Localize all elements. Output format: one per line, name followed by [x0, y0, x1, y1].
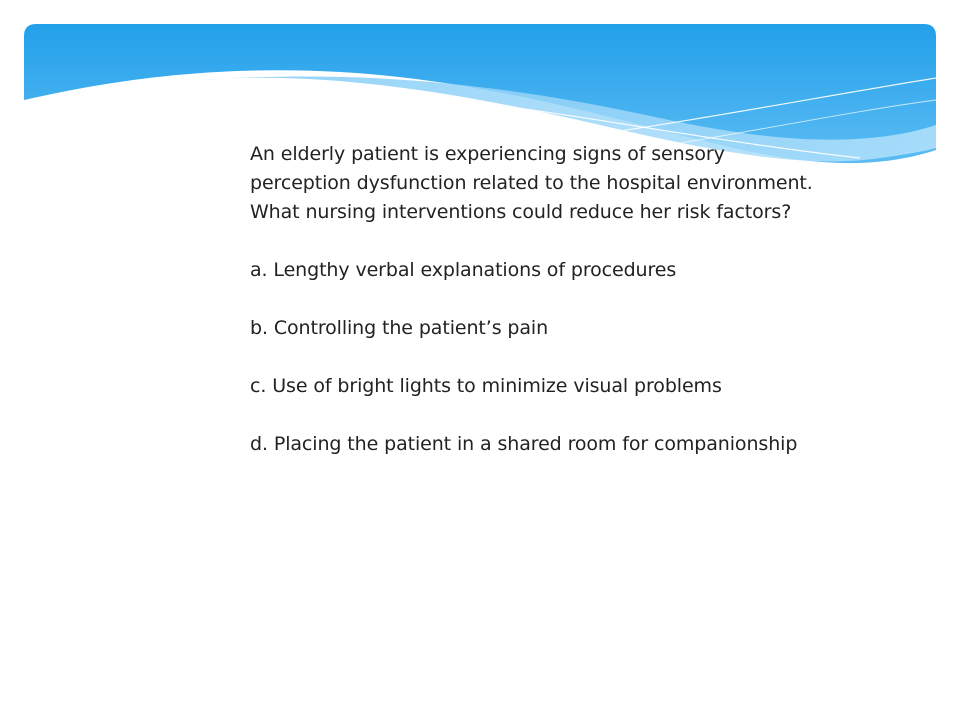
question-text: An elderly patient is experiencing signs of sensory perception dysfunction related to the hospital environment. What nursing interventions could reduce her risk factors?: [250, 143, 813, 223]
option-a: a. Lengthy verbal explanations of procedures: [250, 259, 677, 281]
question-block: [250, 140, 820, 459]
option-d: d. Placing the patient in a shared room for companionship: [250, 433, 798, 455]
option-b: b. Controlling the patient’s pain: [250, 317, 549, 339]
option-c: c. Use of bright lights to minimize visual problems: [250, 375, 722, 397]
